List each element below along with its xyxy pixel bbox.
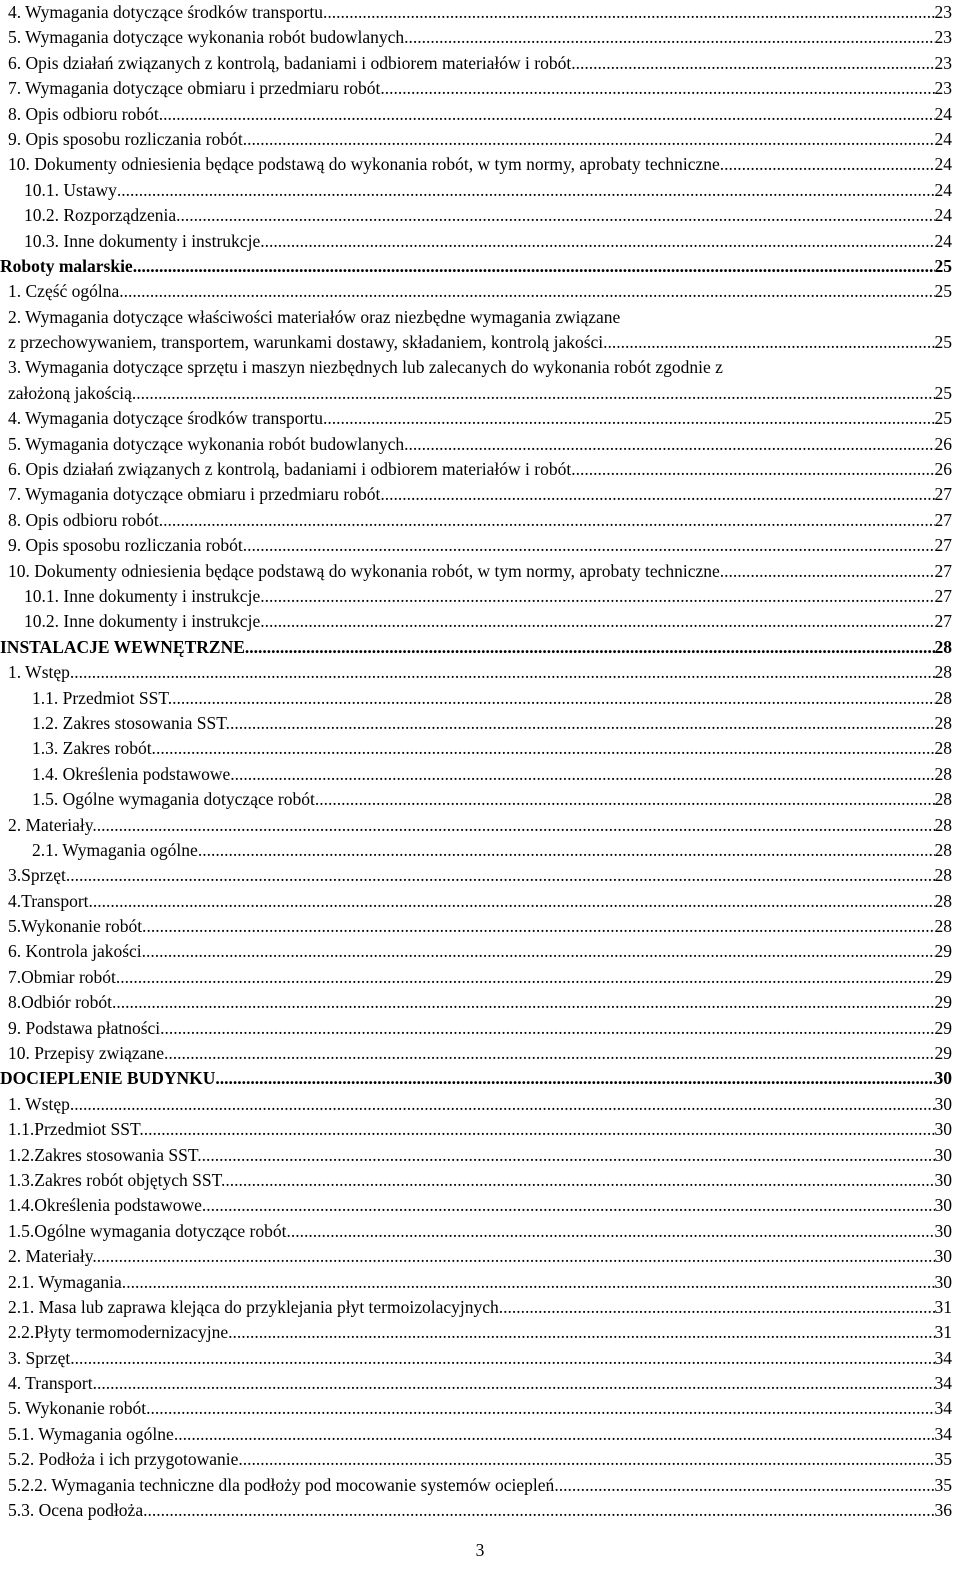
toc-leader-dots bbox=[198, 838, 935, 863]
toc-entry-page: 25 bbox=[934, 255, 952, 276]
toc-entry[interactable] bbox=[0, 1396, 952, 1421]
toc-leader-dots bbox=[120, 965, 934, 990]
toc-entry-label: 1.5. Ogólne wymagania dotyczące robót. bbox=[32, 789, 320, 810]
toc-entry-label: z przechowywaniem, transportem, warunkami dostawy, składaniem, kontrolą jakości bbox=[8, 332, 604, 353]
toc-entry-page: 30 bbox=[934, 1220, 952, 1241]
toc-entry-page: 24 bbox=[934, 179, 952, 200]
toc-entry-label: 2. Materiały. bbox=[8, 814, 97, 835]
toc-leader-dots bbox=[176, 203, 934, 228]
toc-entry-page: 30 bbox=[934, 1144, 952, 1165]
toc-entry-label: 4.Transport. bbox=[8, 890, 93, 911]
toc-entry-label: 10.1. Ustawy bbox=[24, 179, 117, 200]
toc-entry-page: 28 bbox=[934, 865, 952, 886]
toc-entry[interactable] bbox=[0, 0, 952, 25]
toc-entry-page: 23 bbox=[934, 27, 952, 48]
toc-leader-dots bbox=[260, 584, 934, 609]
toc-entry-label: 8. Opis odbioru robót bbox=[8, 103, 159, 124]
toc-entry-label: 8.Odbiór robót. bbox=[8, 992, 117, 1013]
toc-entry-label: 5.3. Ocena podłoża. bbox=[8, 1500, 148, 1521]
toc-entry[interactable] bbox=[0, 1447, 952, 1472]
toc-entry-page: 28 bbox=[934, 738, 952, 759]
toc-entry[interactable] bbox=[0, 914, 952, 939]
toc-entry[interactable] bbox=[0, 1346, 952, 1371]
toc-entry[interactable] bbox=[0, 1193, 952, 1218]
toc-leader-dots bbox=[146, 914, 934, 939]
toc-entry-page: 27 bbox=[934, 585, 952, 606]
toc-entry[interactable] bbox=[0, 1320, 952, 1345]
toc-entry[interactable] bbox=[0, 533, 952, 558]
toc-entry[interactable] bbox=[0, 178, 952, 203]
toc-entry-page: 28 bbox=[934, 789, 952, 810]
toc-leader-dots bbox=[291, 1219, 935, 1244]
toc-entry[interactable] bbox=[0, 1041, 952, 1066]
toc-leader-dots bbox=[206, 1193, 934, 1218]
toc-entry[interactable] bbox=[0, 51, 952, 76]
toc-leader-dots bbox=[168, 1041, 934, 1066]
toc-leader-dots bbox=[243, 127, 935, 152]
toc-entry-page: 28 bbox=[934, 662, 952, 683]
toc-entry-label: założoną jakością. bbox=[8, 382, 137, 403]
toc-entry[interactable] bbox=[0, 990, 952, 1015]
toc-entry-label: Roboty malarskie bbox=[0, 255, 133, 276]
toc-entry[interactable] bbox=[0, 76, 952, 101]
toc-entry[interactable] bbox=[0, 635, 952, 660]
toc-leader-dots bbox=[174, 1422, 935, 1447]
toc-entry-page: 24 bbox=[934, 154, 952, 175]
toc-leader-dots bbox=[724, 559, 934, 584]
toc-entry-page: 28 bbox=[934, 636, 952, 657]
toc-entry-page: 30 bbox=[934, 1068, 952, 1089]
toc-entry[interactable] bbox=[0, 1473, 952, 1498]
toc-leader-dots bbox=[243, 533, 935, 558]
toc-entry[interactable] bbox=[0, 432, 952, 457]
toc-entry[interactable] bbox=[0, 406, 952, 431]
toc-leader-dots bbox=[503, 1295, 934, 1320]
toc-entry-label: 10.3. Inne dokumenty i instrukcje bbox=[24, 230, 261, 251]
toc-leader-dots bbox=[93, 889, 935, 914]
toc-leader-dots bbox=[70, 1346, 934, 1371]
toc-leader-dots bbox=[260, 229, 934, 254]
toc-entry-page: 34 bbox=[934, 1398, 952, 1419]
toc-entry-page: 34 bbox=[934, 1423, 952, 1444]
toc-entry-page: 26 bbox=[934, 459, 952, 480]
toc-entry[interactable] bbox=[0, 102, 952, 127]
toc-entry-label: DOCIEPLENIE BUDYNKU bbox=[0, 1068, 216, 1089]
toc-line: 3. Wymagania dotyczące sprzętu i maszyn niezbędnych lub zalecanych do wykonania robót zgodnie z bbox=[8, 357, 723, 378]
toc-entry-label: 10. Dokumenty odniesienia będące podstawą do wykonania robót, w tym normy, aprobaty techniczne. bbox=[8, 154, 725, 175]
toc-entry-page: 34 bbox=[934, 1347, 952, 1368]
toc-entry[interactable] bbox=[0, 939, 952, 964]
toc-line: 2. Wymagania dotyczące właściwości materiałów oraz niezbędne wymagania związane bbox=[8, 306, 621, 327]
toc-leader-dots bbox=[172, 686, 934, 711]
toc-leader-dots bbox=[243, 1447, 935, 1472]
toc-leader-dots bbox=[151, 1396, 935, 1421]
toc-entry-page: 30 bbox=[934, 1271, 952, 1292]
toc-entry[interactable] bbox=[0, 279, 952, 304]
toc-leader-dots bbox=[260, 609, 934, 634]
toc-entry-label: 1. Część ogólna bbox=[8, 281, 120, 302]
toc-leader-dots bbox=[554, 1473, 934, 1498]
toc-entry[interactable] bbox=[0, 254, 952, 279]
toc-leader-dots bbox=[74, 660, 934, 685]
toc-leader-dots bbox=[603, 330, 934, 355]
toc-entry[interactable] bbox=[0, 25, 952, 50]
toc-entry-page: 28 bbox=[934, 814, 952, 835]
toc-entry-page: 30 bbox=[934, 1093, 952, 1114]
toc-entry-page: 28 bbox=[934, 687, 952, 708]
toc-entry-page: 28 bbox=[934, 839, 952, 860]
toc-leader-dots bbox=[225, 1168, 934, 1193]
page-number: 3 bbox=[475, 1540, 485, 1560]
toc-entry[interactable] bbox=[0, 330, 952, 355]
toc-entry-page: 25 bbox=[934, 382, 952, 403]
toc-entry-page: 24 bbox=[934, 128, 952, 149]
toc-leader-dots bbox=[156, 736, 935, 761]
toc-entry[interactable] bbox=[0, 1168, 952, 1193]
toc-entry-page: 28 bbox=[934, 712, 952, 733]
toc-entry-label: 5. Wykonanie robót. bbox=[8, 1398, 151, 1419]
toc-entry-page: 27 bbox=[934, 611, 952, 632]
toc-entry-label: 4. Wymagania dotyczące środków transportu. bbox=[8, 408, 328, 429]
toc-entry-page: 29 bbox=[934, 941, 952, 962]
toc-entry[interactable] bbox=[0, 711, 952, 736]
toc-leader-dots bbox=[144, 1117, 935, 1142]
toc-entry-page: 30 bbox=[934, 1195, 952, 1216]
toc-leader-dots bbox=[142, 939, 935, 964]
toc-leader-dots bbox=[117, 178, 935, 203]
toc-leader-dots bbox=[724, 152, 934, 177]
toc-entry-page: 23 bbox=[934, 52, 952, 73]
toc-entry-page: 23 bbox=[934, 2, 952, 22]
toc-leader-dots bbox=[327, 0, 934, 25]
toc-entry[interactable] bbox=[0, 1244, 952, 1269]
toc-entry-label: 1.2. Zakres stosowania SST. bbox=[32, 712, 230, 733]
toc-leader-dots bbox=[119, 279, 934, 304]
toc-entry[interactable] bbox=[0, 1371, 952, 1396]
toc-entry-label: INSTALACJE WEWNĘTRZNE bbox=[0, 636, 245, 657]
toc-entry[interactable] bbox=[0, 660, 952, 685]
toc-entry-label: 2.1. Wymagania. bbox=[8, 1271, 127, 1292]
toc-leader-dots bbox=[576, 457, 935, 482]
toc-entry-page: 24 bbox=[934, 230, 952, 251]
toc-leader-dots bbox=[380, 76, 934, 101]
toc-leader-dots bbox=[159, 102, 935, 127]
toc-leader-dots bbox=[202, 1143, 935, 1168]
toc-entry-page: 27 bbox=[934, 484, 952, 505]
toc-entry[interactable] bbox=[0, 1295, 952, 1320]
toc-entry-label: 9. Podstawa płatności. bbox=[8, 1017, 165, 1038]
toc-entry-page: 26 bbox=[934, 433, 952, 454]
toc-entry-label: 3.Sprzęt. bbox=[8, 865, 71, 886]
toc-entry[interactable] bbox=[0, 838, 952, 863]
toc-entry-label: 5.2.2. Wymagania techniczne dla podłoży pod mocowanie systemów ociepleń bbox=[8, 1474, 555, 1495]
toc-entry-page: 29 bbox=[934, 992, 952, 1013]
toc-entry-label: 5. Wymagania dotyczące wykonania robót budowlanych. bbox=[8, 27, 409, 48]
toc-entry-page: 25 bbox=[934, 332, 952, 353]
toc-leader-dots bbox=[215, 1066, 934, 1091]
toc-entry[interactable] bbox=[0, 229, 952, 254]
toc-entry-page: 27 bbox=[934, 509, 952, 530]
toc-entry-page: 24 bbox=[934, 205, 952, 226]
toc-entry-page: 29 bbox=[934, 1043, 952, 1064]
toc-entry-label: 2.1. Wymagania ogólne bbox=[32, 839, 198, 860]
toc-leader-dots bbox=[319, 787, 934, 812]
toc-entry-label: 4. Wymagania dotyczące środków transportu. bbox=[8, 2, 328, 22]
toc-entry[interactable] bbox=[0, 152, 952, 177]
toc-entry[interactable] bbox=[0, 381, 952, 406]
toc-entry-page: 24 bbox=[934, 103, 952, 124]
toc-entry-label: 1.5.Ogólne wymagania dotyczące robót. bbox=[8, 1220, 291, 1241]
toc-entry[interactable] bbox=[0, 1270, 952, 1295]
toc-entry[interactable] bbox=[0, 863, 952, 888]
toc-entry-label: 5.1. Wymagania ogólne bbox=[8, 1423, 174, 1444]
toc-leader-dots bbox=[93, 1371, 935, 1396]
toc-leader-dots bbox=[165, 1016, 935, 1041]
toc-entry-label: 10. Przepisy związane. bbox=[8, 1043, 169, 1064]
toc-entry-label: 4. Transport bbox=[8, 1373, 93, 1394]
toc-entry-label: 1.2.Zakres stosowania SST. bbox=[8, 1144, 202, 1165]
toc-entry-label: 1. Wstęp. bbox=[8, 662, 75, 683]
toc-leader-dots bbox=[133, 254, 935, 279]
toc-entry-page: 28 bbox=[934, 763, 952, 784]
toc-entry-label: 1.3.Zakres robót objętych SST. bbox=[8, 1169, 226, 1190]
toc-entry-page: 28 bbox=[934, 890, 952, 911]
toc-entry[interactable] bbox=[0, 762, 952, 787]
toc-entry[interactable] bbox=[0, 609, 952, 634]
toc-entry[interactable] bbox=[0, 482, 952, 507]
toc-entry-label: 6. Opis działań związanych z kontrolą, badaniami i odbiorem materiałów i robót. bbox=[8, 52, 576, 73]
toc-leader-dots bbox=[136, 381, 934, 406]
toc-leader-dots bbox=[97, 813, 935, 838]
toc-entry[interactable] bbox=[0, 457, 952, 482]
toc-entry-page: 29 bbox=[934, 1017, 952, 1038]
toc-entry[interactable] bbox=[0, 813, 952, 838]
toc-entry-label: 7. Wymagania dotyczące obmiaru i przedmiaru robót bbox=[8, 484, 381, 505]
toc-entry[interactable] bbox=[0, 889, 952, 914]
toc-leader-dots bbox=[116, 990, 934, 1015]
toc-entry[interactable] bbox=[0, 686, 952, 711]
toc-entry-label: 1.4.Określenia podstawowe. bbox=[8, 1195, 207, 1216]
toc-entry[interactable] bbox=[0, 1422, 952, 1447]
toc-entry[interactable] bbox=[0, 1143, 952, 1168]
toc-entry[interactable] bbox=[0, 1066, 952, 1091]
toc-entry-label: 5. Wymagania dotyczące wykonania robót budowlanych. bbox=[8, 433, 409, 454]
toc-entry-page: 31 bbox=[934, 1296, 952, 1317]
toc-entry-page: 30 bbox=[934, 1119, 952, 1140]
toc-leader-dots bbox=[97, 1244, 935, 1269]
toc-entry[interactable] bbox=[0, 965, 952, 990]
toc-entry-label: 10.2. Rozporządzenia bbox=[24, 205, 177, 226]
toc-entry-page: 30 bbox=[934, 1246, 952, 1267]
toc-entry-label: 1.1.Przedmiot SST. bbox=[8, 1119, 144, 1140]
toc-leader-dots bbox=[230, 711, 935, 736]
toc-entry[interactable] bbox=[0, 559, 952, 584]
toc-entry-page: 28 bbox=[934, 916, 952, 937]
toc-leader-dots bbox=[233, 1320, 935, 1345]
toc-entry[interactable] bbox=[0, 1092, 952, 1117]
toc-entry-label: 6. Kontrola jakości bbox=[8, 941, 142, 962]
toc-entry-label: 10.1. Inne dokumenty i instrukcje bbox=[24, 585, 261, 606]
toc-leader-dots bbox=[409, 25, 935, 50]
toc-entry-label: 5.Wykonanie robót. bbox=[8, 916, 147, 937]
toc-entry-label: 2.1. Masa lub zaprawa klejąca do przyklejania płyt termoizolacyjnych. bbox=[8, 1296, 504, 1317]
toc-entry-label: 8. Opis odbioru robót bbox=[8, 509, 159, 530]
toc-leader-dots bbox=[147, 1498, 934, 1523]
toc-entry[interactable] bbox=[0, 787, 952, 812]
toc-entry[interactable] bbox=[0, 584, 952, 609]
toc-entry-page: 31 bbox=[934, 1322, 952, 1343]
toc-entry-page: 25 bbox=[934, 281, 952, 302]
toc-entry[interactable] bbox=[0, 508, 952, 533]
toc-leader-dots bbox=[409, 432, 935, 457]
toc-entry-page: 35 bbox=[934, 1474, 952, 1495]
toc-leader-dots bbox=[70, 863, 934, 888]
toc-leader-dots bbox=[327, 406, 934, 431]
toc-entry[interactable] bbox=[0, 1016, 952, 1041]
toc-entry[interactable] bbox=[0, 203, 952, 228]
toc-entry-label: 7. Wymagania dotyczące obmiaru i przedmiaru robót bbox=[8, 78, 381, 99]
toc-entry-label: 9. Opis sposobu rozliczania robót bbox=[8, 128, 243, 149]
toc-leader-dots bbox=[235, 762, 935, 787]
toc-leader-dots bbox=[245, 635, 935, 660]
toc-entry-label: 5.2. Podłoża i ich przygotowanie. bbox=[8, 1449, 243, 1470]
toc-entry-label: 2. Materiały. bbox=[8, 1246, 97, 1267]
toc-entry-page: 27 bbox=[934, 560, 952, 581]
toc-entry-page: 27 bbox=[934, 535, 952, 556]
toc-entry-label: 9. Opis sposobu rozliczania robót bbox=[8, 535, 243, 556]
toc-entry[interactable] bbox=[0, 1498, 952, 1523]
toc-entry-label: 1. Wstęp bbox=[8, 1093, 70, 1114]
toc-entry-page: 30 bbox=[934, 1169, 952, 1190]
toc-entry-label: 10. Dokumenty odniesienia będące podstawą do wykonania robót, w tym normy, aprobaty techniczne. bbox=[8, 560, 725, 581]
toc-entry-label: 6. Opis działań związanych z kontrolą, badaniami i odbiorem materiałów i robót. bbox=[8, 459, 576, 480]
toc-entry-page: 34 bbox=[934, 1373, 952, 1394]
toc-entry[interactable] bbox=[0, 1117, 952, 1142]
toc-entry-page: 29 bbox=[934, 966, 952, 987]
toc-entry-label: 10.2. Inne dokumenty i instrukcje bbox=[24, 611, 261, 632]
toc-entry-label: 1.1. Przedmiot SST. bbox=[32, 687, 173, 708]
toc-entry[interactable] bbox=[0, 127, 952, 152]
toc-entry[interactable] bbox=[0, 736, 952, 761]
toc-leader-dots bbox=[380, 482, 934, 507]
toc-entry-label: 1.3. Zakres robót. bbox=[32, 738, 156, 759]
toc-entry-page: 23 bbox=[934, 78, 952, 99]
toc-leader-dots bbox=[159, 508, 935, 533]
toc-entry-page: 35 bbox=[934, 1449, 952, 1470]
toc-leader-dots bbox=[576, 51, 935, 76]
toc-entry-label: 7.Obmiar robót. bbox=[8, 966, 121, 987]
toc-entry-label: 1.4. Określenia podstawowe. bbox=[32, 763, 235, 784]
toc-entry-label: 2.2.Płyty termomodernizacyjne. bbox=[8, 1322, 233, 1343]
toc-entry-page: 25 bbox=[934, 408, 952, 429]
toc-entry-page: 36 bbox=[934, 1500, 952, 1521]
toc-entry-label: 3. Sprzęt bbox=[8, 1347, 71, 1368]
toc-leader-dots bbox=[126, 1270, 934, 1295]
toc-leader-dots bbox=[70, 1092, 935, 1117]
toc-entry[interactable] bbox=[0, 1219, 952, 1244]
